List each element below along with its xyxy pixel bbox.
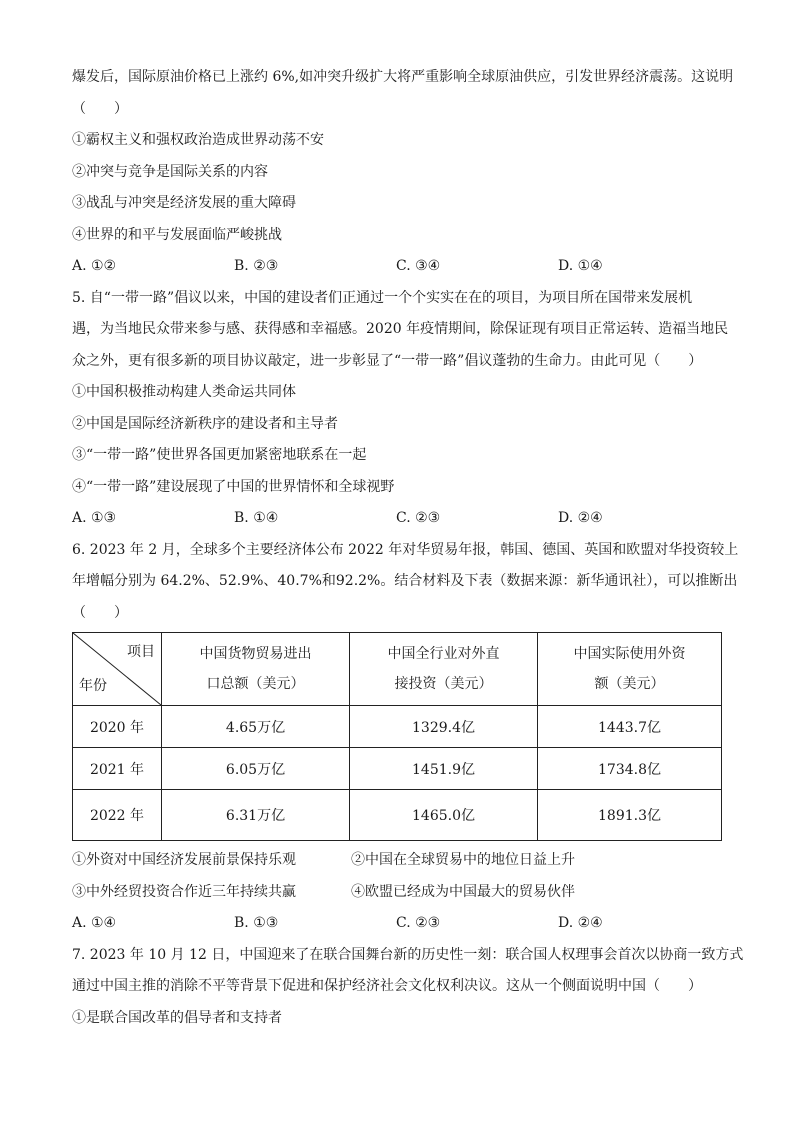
table-header-row (73, 633, 722, 706)
cell-outbound-investment: 1451.9亿 (350, 748, 538, 790)
q6-items-row-2 (72, 877, 722, 909)
q5-option-d[interactable]: D. ②④ (558, 510, 603, 526)
cell-foreign-investment: 1891.3亿 (538, 790, 722, 841)
q7-stem-line-1: 7. 2023 年 10 月 12 日，中国迎来了在联合国舞台新的历史性一刻：联合国人权理事会首次以协商一致方式 (72, 946, 744, 963)
q6-stem-line-2: 年增幅分别为 64.2%、52.9%、40.7%和92.2%。结合材料及下表（数据来源：新华通讯社），可以推断出 (72, 573, 738, 589)
q5-item-4: ④“一带一路”建设展现了中国的世界情怀和全球视野 (72, 478, 395, 495)
table-row (73, 790, 722, 841)
cell-foreign-investment: 1734.8亿 (538, 748, 722, 790)
q5-item-2: ②中国是国际经济新秩序的建设者和主导者 (72, 415, 338, 432)
q6-options (72, 908, 722, 940)
header-outbound-investment (350, 633, 538, 706)
q4-options (72, 251, 722, 283)
q4-stem-line-1: 爆发后，国际原油价格已上涨约 6%,如冲突升级扩大将严重影响全球原油供应，引发世界经济震荡。这说明 (72, 69, 734, 85)
table-corner-cell (73, 633, 162, 706)
exam-page (72, 62, 744, 1034)
cell-outbound-investment: 1465.0亿 (350, 790, 538, 841)
header-outbound-investment-l1: 中国全行业对外直 (387, 646, 500, 662)
q7-item-1: ①是联合国改革的倡导者和支持者 (72, 1009, 282, 1026)
header-trade-total-l2: 口总额（美元） (206, 676, 305, 692)
q4-option-c[interactable]: C. ③④ (396, 258, 441, 274)
q6-option-c[interactable]: C. ②③ (396, 915, 441, 931)
q5-item-1: ①中国积极推动构建人类命运共同体 (72, 384, 296, 400)
cell-trade-total: 4.65万亿 (162, 706, 350, 748)
q5-stem-line-3: 众之外，更有很多新的项目协议敲定，进一步彰显了“一带一路”倡议蓬勃的生命力。由此可见（ ） (72, 352, 703, 369)
q4-item-1: ①霸权主义和强权政治造成世界动荡不安 (72, 132, 324, 148)
header-trade-total (162, 633, 350, 706)
q4-option-d[interactable]: D. ①④ (558, 258, 603, 274)
header-outbound-investment-l2: 接投资（美元） (394, 676, 493, 692)
cell-trade-total: 6.05万亿 (162, 748, 350, 790)
cell-year: 2020 年 (73, 706, 162, 748)
table-row (73, 706, 722, 748)
header-foreign-investment (538, 633, 722, 706)
header-foreign-investment-l1: 中国实际使用外资 (573, 646, 686, 662)
q6-option-d[interactable]: D. ②④ (558, 915, 603, 931)
header-trade-total-l1: 中国货物贸易进出 (199, 646, 312, 662)
q6-item-2: ②中国在全球贸易中的地位日益上升 (351, 852, 575, 868)
q6-option-a[interactable]: A. ①④ (72, 915, 117, 931)
q5-stem-line-1: 5. 自“一带一路”倡议以来，中国的建设者们正通过一个个实实在在的项目，为项目所在国带来发展机 (72, 289, 693, 306)
q5-option-c[interactable]: C. ②③ (396, 510, 441, 526)
q5-item-3: ③“一带一路”使世界各国更加紧密地联系在一起 (72, 447, 367, 463)
q4-item-3: ③战乱与冲突是经济发展的重大障碍 (72, 195, 296, 211)
q6-stem-line-1: 6. 2023 年 2 月，全球多个主要经济体公布 2022 年对华贸易年报，韩国、德国、英国和欧盟对华投资较上 (72, 541, 739, 558)
q4-stem-line-2: （ ） (72, 100, 128, 117)
q5-stem-line-2: 遇，为当地民众带来参与感、获得感和幸福感。2020 年疫情期间，除保证现有项目正常运转、造福当地民 (72, 321, 729, 337)
q6-stem-line-3: （ ） (72, 604, 128, 621)
q4-item-4: ④世界的和平与发展面临严峻挑战 (72, 226, 282, 243)
q6-item-1: ①外资对中国经济发展前景保持乐观 (72, 852, 296, 868)
table-row (73, 748, 722, 790)
q5-option-a[interactable]: A. ①③ (72, 510, 117, 526)
q4-option-b[interactable]: B. ②③ (234, 258, 279, 274)
q5-option-b[interactable]: B. ①④ (234, 510, 279, 526)
q4-item-2: ②冲突与竞争是国际关系的内容 (72, 163, 268, 180)
q5-options (72, 503, 722, 535)
q7-stem-line-2: 通过中国主推的消除不平等背景下促进和保护经济社会文化权利决议。这从一个侧面说明中国（ ） (72, 978, 702, 994)
cell-foreign-investment: 1443.7亿 (538, 706, 722, 748)
q6-option-b[interactable]: B. ①③ (234, 915, 279, 931)
q4-option-a[interactable]: A. ①② (72, 258, 117, 274)
cell-trade-total: 6.31万亿 (162, 790, 350, 841)
q6-item-3: ③中外经贸投资合作近三年持续共赢 (72, 883, 296, 900)
trade-data-table (72, 632, 722, 841)
corner-label-project: 项目 (127, 644, 155, 660)
q6-item-4: ④欧盟已经成为中国最大的贸易伙伴 (351, 883, 575, 900)
cell-outbound-investment: 1329.4亿 (350, 706, 538, 748)
header-foreign-investment-l2: 额（美元） (594, 676, 665, 692)
cell-year: 2021 年 (73, 748, 162, 790)
cell-year: 2022 年 (73, 790, 162, 841)
q6-items-row-1 (72, 845, 722, 877)
corner-label-year: 年份 (79, 678, 107, 694)
